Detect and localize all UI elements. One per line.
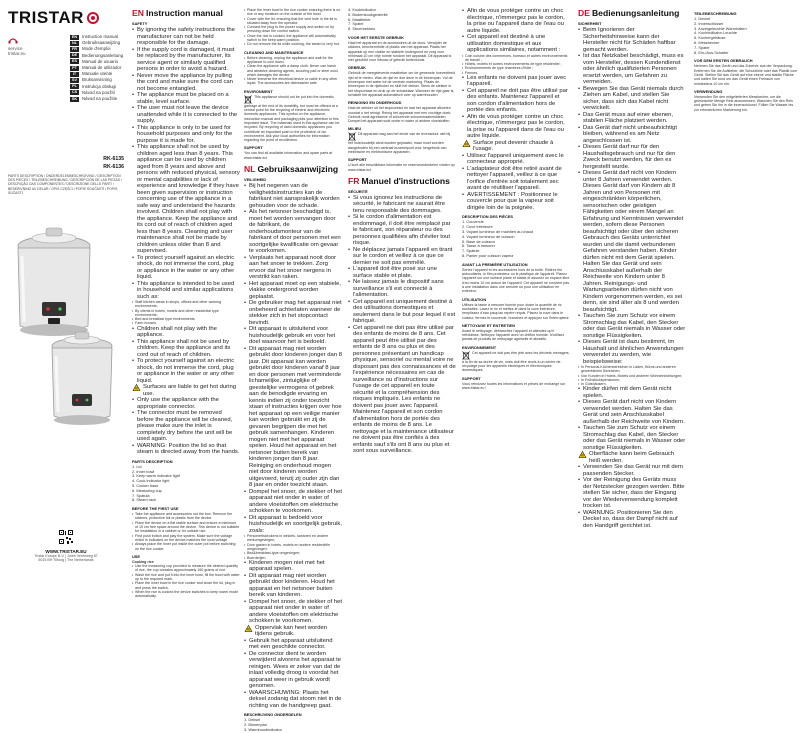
list-item: • Afin de vous protéger contre un choc électrique, n'immergez pas le cordon, la prise ou l'appareil dans de l'eau ou autre liquide. bbox=[462, 114, 570, 140]
parts-list bbox=[132, 465, 240, 503]
parts-list bbox=[244, 718, 342, 732]
list-item: • Beim Ignorieren der Sicherheitshinweise kann der Hersteller nicht für Schäden haftbar gemacht werden. bbox=[578, 27, 686, 53]
safety-heading: SICHERHEIT bbox=[578, 21, 602, 26]
language-code: IT bbox=[70, 72, 79, 77]
list-item: • Dieses Gerät darf nicht von Kindern verwendet werden. Halten Sie das Gerät und sein Anschlusskabel außerhalb der Reichweite von Kindern. bbox=[578, 399, 686, 425]
use-heading: UTILISATION bbox=[462, 296, 487, 302]
list-item: • Only use the appliance with the appropriate connector. bbox=[132, 397, 240, 410]
part-item: 3. Anzeigeleuchte Warmhalten bbox=[694, 25, 747, 31]
hot-surface-warning: Oppervlak kan heet worden tijdens gebruik. bbox=[244, 625, 342, 638]
list-item: • Als het netsnoer beschadigd is, moet het worden vervangen door de fabrikant, de onderhoudsmonteur van de fabrikant of door personen met een soortgelijke kwalificatie om gevaar te voorkomen. bbox=[244, 209, 342, 255]
parts-description-languages: PARTS DESCRIPTION / ONDERDELENBESCHRIJVING / DESCRIPTION DES PIÈCES / TEILEBESCHREIBUNG / DESCRIPCIÓN DE LAS PIEZAS / DESCRIÇÃO DAS COMPONENTES / DESCRIZIONE DELLE PARTI / BESKRIVNING AV DELAR / OPIS CZĘŚCI / POPIS SOUČÁSTÍ / POPIS SÚČASTÍ bbox=[8, 174, 122, 195]
list-item: • Cet appareil ne doit pas être utilisé par des enfants de moins de 8 ans. Cet appareil peut être utilisé par des enfants de 8 ans ou plus et des personnes présentant un handicap physique, sensoriel ou mental voire ne disposant pas des connaissances et de l'expérience nécessaires en cas de surveillance ou d'instructions sur l'usage de cet appareil en toute sécurité et la compréhension des risques impliqués. Les enfants ne doivent pas jouer avec l'appareil. Maintenez l'appareil et son cordon d'alimentation hors de portée des enfants de moins de 8 ans. Le nettoyage et la maintenance utilisateur ne doivent pas être confiés à des enfants sauf s'ils ont 8 ans ou plus et sont sous surveillance. bbox=[348, 325, 456, 455]
list-item: • Never immerse the electrical device or cable in any other liquid. The accessories are dishwasher safe. bbox=[244, 77, 342, 86]
brand-logo bbox=[8, 8, 124, 28]
part-item: 8. Panier pour cuisson vapeur bbox=[462, 253, 514, 259]
language-label: Mode d'emploi bbox=[82, 46, 111, 52]
section-heading-nl: NL Gebruiksaanwijzing bbox=[244, 164, 339, 175]
list-item: • The user must not leave the device unattended while it is connected to the supply. bbox=[132, 105, 240, 125]
language-label: Instrukcja obsługi bbox=[82, 83, 116, 89]
language-code: PT bbox=[70, 66, 79, 71]
list-item: • Bed and breakfast type environments. bbox=[132, 317, 240, 321]
website[interactable]: WWW.TRISTAR.EU bbox=[45, 548, 87, 554]
list-item: • Take the appliance and accessories out the box. Remove the stickers, protective foil or plastic from the device. bbox=[132, 512, 240, 521]
list-item: • To protect yourself against an electric shock, do not immerse the cord, plug or appliance in the water or any other liquid. bbox=[132, 255, 240, 281]
language-code: DE bbox=[71, 53, 78, 58]
language-list bbox=[70, 34, 124, 102]
list-item: • This appliance shall not be used by children aged less than 8 years. This appliance can be used by children aged from 8 years and above and persons with reduced physical, sensory or mental capabilities or lack of experience and knowledge if they have been given supervision or instruction concerning use of the appliance in a safe way and understand the hazards involved. Children shall not play with the appliance. Keep the appliance and its cord out of reach of children aged less than 8 years. Cleaning and user maintenance shall not be made by children unless older than 8 and supervised. bbox=[132, 144, 240, 255]
environment-text: Cet appareil ne doit pas être jeté avec les déchets ménagers à la fin de sa durée de vie, mais doit être remis à un centre de recyclage pour les appareils électriques et électroniques domestiques. bbox=[462, 350, 569, 373]
list-item: • Si le cordon d'alimentation est endommagé, il doit être remplacé par le fabricant, son réparateur ou des personnes qualifiées afin d'éviter tout risque. bbox=[348, 214, 456, 247]
dutch-column-2 bbox=[348, 8, 456, 568]
before-first-use-heading: AVANT LA PREMIÈRE UTILISATION bbox=[462, 261, 528, 267]
section-heading-de: DE Bedienungsanleitung bbox=[578, 8, 680, 18]
use-heading: VERWENDUNG bbox=[694, 88, 723, 94]
part-item: 1. Couvercle bbox=[462, 219, 484, 225]
list-item: • Ist das Netzkabel beschädigt, muss es vom Hersteller, dessen Kundendienst oder ähnlich qualifizierten Personen ersetzt werden, um Gefahren zu vermeiden. bbox=[578, 53, 686, 86]
rice-cooker-small bbox=[52, 332, 112, 425]
language-code: CS bbox=[71, 90, 78, 95]
list-item: • Kinder dürfen mit dem Gerät nicht spielen. bbox=[578, 386, 686, 399]
language-code: EN bbox=[71, 34, 78, 39]
list-item: • Kinderen mogen niet met het apparaat spelen. bbox=[244, 560, 342, 573]
cleaning-heading: REINIGING EN ONDERHOUD bbox=[348, 100, 402, 106]
list-item: • Use the measuring cup provided to measure the desired quantity of rice, the cup contains approximately 160 grams of rice. bbox=[132, 564, 240, 573]
safety-list-3 bbox=[244, 638, 342, 710]
weee-bin-icon bbox=[462, 351, 470, 360]
list-item: • Bij het negeren van de veiligheidsinstructies kan de fabrikant niet aansprakelijk worden gehouden voor de schade. bbox=[244, 183, 342, 209]
language-label: Návod na použití bbox=[82, 89, 115, 95]
before-first-use-heading: BEFORE THE FIRST USE bbox=[132, 506, 179, 512]
cleaning-text: Avant le nettoyage, débranchez l'appareil et attendez qu'il refroidisse. Nettoyez l'appareil avec un chiffon humide. N'utilisez jamais de produits de nettoyage agressifs et abrasifs. bbox=[462, 328, 565, 342]
cover-footer bbox=[8, 529, 124, 563]
rice-cooker-illustration bbox=[12, 176, 116, 466]
language-label: Manual de utilizador bbox=[82, 65, 122, 71]
language-label: Bruksanvisning bbox=[82, 77, 112, 83]
safety-list bbox=[244, 183, 342, 534]
list-item: • L'appareil doit être posé sur une surface stable et plate. bbox=[348, 266, 456, 279]
safety-list bbox=[348, 195, 456, 455]
part-item: 3. Keep warm indicator light bbox=[132, 473, 181, 479]
part-item: 8. Steam rack bbox=[132, 497, 157, 503]
list-item: • Cover with the lid, ensuring that the vent hole in the lid is situated away from the operator. bbox=[244, 17, 342, 26]
section-heading-en: EN Instruction manual bbox=[132, 8, 223, 18]
part-item: 5. Bodemkookgedeelte bbox=[348, 11, 388, 17]
list-item: • Staff kitchen areas in shops, offices and other working environments; bbox=[132, 300, 240, 309]
french-column-2 bbox=[462, 8, 570, 568]
list-item: • AVERTISSEMENT : Positionnez le couvercle pour que la vapeur soit dirigée loin de la poignée. bbox=[462, 192, 570, 212]
hot-surface-icon bbox=[578, 451, 587, 458]
applications-list bbox=[462, 54, 570, 75]
safety-list bbox=[132, 27, 240, 300]
support-text: U kunt alle beschikbare informatie en reserveonderdelen vinden op www.tristar.eu! bbox=[348, 163, 455, 172]
list-item: • WAARSCHUWING: Plaats het deksel zodanig dat stoom niet in de richting van de handgreep gaat. bbox=[244, 690, 342, 710]
part-item: 8. Ein-/Aus-Schalter bbox=[694, 49, 729, 55]
safety-list-2 bbox=[244, 560, 342, 625]
list-item: • Dieses Gerät ist dazu bestimmt, im Haushalt und ähnlichen Anwendungen verwendet zu werden, wie beispielsweise: bbox=[578, 339, 686, 365]
list-item: • Das Gerät darf nicht unbeaufsichtigt bleiben, während es am Netz angeschlossen ist. bbox=[578, 125, 686, 145]
parts-heading: DESCRIPTION DES PIÈCES bbox=[462, 214, 514, 220]
part-item: 7. Spatula bbox=[132, 492, 150, 498]
list-item: • Wash the rice and put it into the inner bowl, fill the bowl with water up to the required mark. bbox=[132, 573, 240, 582]
english-column-2 bbox=[244, 8, 343, 732]
part-item: 5. Kochergehäuse bbox=[694, 35, 726, 41]
applications-list bbox=[132, 300, 240, 326]
part-item: 6. Tasse à mesurer bbox=[462, 243, 496, 249]
parts-list-continued bbox=[348, 8, 456, 32]
service-block bbox=[8, 36, 26, 57]
list-item: • Tauchen Sie zum Schutz vor einem Stromschlag das Kabel, den Stecker oder das Gerät niemals in Wasser oder sonstige Flüssigkeiten. bbox=[578, 313, 686, 339]
model-number: RK-6136 bbox=[103, 164, 124, 170]
list-item: • Dompel het snoer, de stekker of het apparaat niet onder in water of andere vloeistoffen om elektrische schokken te voorkomen. bbox=[244, 599, 342, 625]
safety-heading: SAFETY bbox=[132, 21, 148, 26]
list-item: • De connector dient te worden verwijderd alvorens het apparaat te reinigen. Wees er zeker van dat de inlaat volledig droog is voordat het apparaat weer in gebruik wordt genomen. bbox=[244, 651, 342, 690]
before-first-use-heading: VOOR HET EERSTE GEBRUIK bbox=[348, 34, 404, 40]
support-text: Vous retrouvez toutes les informations et pièces de rechange sur www.tristar.eu ! bbox=[462, 381, 566, 390]
use-list bbox=[132, 564, 240, 598]
use-text: Verwenden Sie den mitgelieferten Messbecher, um die gewünschte Menge Reis abzumessen. Waschen Sie den Reis und geben Sie ihn in die Innenschüssel. Füllen Sie Wasser bis zur erforderlichen Markierung ein. bbox=[694, 94, 794, 112]
list-item: • WARNING: Position the lid so that steam is directed away from the hands. bbox=[132, 443, 240, 456]
list-item: • Vor der Reinigung des Geräts muss der Netzstecker gezogen werden. Bitte stellen Sie sicher, dass der Eingang vor der Wiederverwendung komplett trocken ist. bbox=[578, 477, 686, 510]
weee-bin-icon bbox=[348, 132, 356, 141]
part-item: 2. Innenschüssel bbox=[694, 20, 724, 26]
use-subheading: Cooking rice bbox=[132, 559, 154, 564]
list-item: • By clients in hotels, motels and other residential type environments; bbox=[132, 309, 240, 318]
list-item: • Dit apparaat is bedoeld voor huishoudelijk en soortgelijk gebruik, zoals: bbox=[244, 515, 342, 535]
use-list-continued bbox=[244, 8, 342, 47]
company-address: 5015 BH Tilburg | The Netherlands bbox=[38, 558, 94, 563]
applications-list bbox=[244, 534, 342, 560]
support-heading: SUPPORT bbox=[462, 375, 481, 381]
list-item: • Place the inner bowl in the rice cooker and close the lid, plug in and press the switch. bbox=[132, 581, 240, 590]
list-item: • Dompel het snoer, de stekker of het apparaat niet onder in water of andere vloeistoffen om elektrische schokken te voorkomen. bbox=[244, 489, 342, 515]
list-item: • Before cleaning, unplug the appliance and wait for the appliance to cool down. bbox=[244, 56, 342, 65]
brand-mark-icon bbox=[87, 12, 99, 24]
list-item: • Het apparaat moet op een stabiele, vlakke ondergrond worden geplaatst. bbox=[244, 281, 342, 301]
list-item: • De gebruiker mag het apparaat niet onbeheerd achterlaten wanneer de stekker zich in het stopcontact bevindt. bbox=[244, 300, 342, 326]
list-item: • If the supply cord is damaged, it must be replaced by the manufacturer, its service agent or similarly qualified persons in order to avoid a hazard. bbox=[132, 47, 240, 73]
support-heading: SUPPORT bbox=[244, 145, 263, 151]
list-item: • Utilisez l'appareil uniquement avec le connecteur approprié. bbox=[462, 153, 570, 166]
part-item: 3. Warmhoudindicator bbox=[244, 726, 282, 732]
list-item: • Farm houses. bbox=[132, 321, 240, 325]
part-item: 1. Deckel bbox=[694, 16, 711, 21]
list-item: • Verplaats het apparaat nooit door aan het snoer te trekken. Zorg ervoor dat het snoer nergens in verstrikt kan raken. bbox=[244, 255, 342, 281]
environment-text: Dit apparaat mag aan het einde van de levensduur niet bij het huishoudelijk afval worden geplaatst, maar moet worden aangeboden bij een centraal inzamelpunt voor hergebruik van elektrische en elektronische apparaten. bbox=[348, 132, 451, 155]
list-item: • First push button and play the system. Make sure the voltage which is indicated on the device matches the local voltage. bbox=[132, 534, 240, 543]
qr-code-icon bbox=[58, 529, 74, 545]
environment-heading: MILIEU bbox=[348, 126, 362, 132]
safety-list-2 bbox=[132, 326, 240, 385]
list-item: • In Gutshäusern. bbox=[578, 382, 686, 386]
hot-surface-icon bbox=[244, 625, 253, 632]
list-item: • Tauchen Sie zum Schutz vor einem Stromschlag das Kabel, den Stecker oder das Gerät niemals in Wasser oder sonstige Flüssigkeiten. bbox=[578, 425, 686, 451]
part-item: 7. Spatule bbox=[462, 248, 480, 254]
part-item: 4. Cook indicator light bbox=[132, 478, 170, 484]
list-item: • Bewegen Sie das Gerät niemals durch Ziehen am Kabel, und stellen Sie sicher, dass sich das Kabel nicht verwickelt. bbox=[578, 86, 686, 112]
hot-surface-warning: Surfaces are liable to get hot during use. bbox=[132, 384, 240, 397]
safety-list-3 bbox=[462, 153, 570, 212]
german-column-2 bbox=[694, 8, 798, 568]
support-text: You can find all available information and spare parts at www.tristar.eu! bbox=[244, 151, 333, 160]
list-item: • In Personal-Küchenbereichen in Läden, Büros und anderen gewerblichen Bereichen; bbox=[578, 365, 686, 374]
list-item: • Door gasten in hotels, motels en andere residentiële omgevingen; bbox=[244, 543, 342, 552]
list-item: • To protect yourself against an electric shock, do not immerse the cord, plug or appliance in the water or any other liquid. bbox=[132, 358, 240, 384]
list-item: • Ne laissez jamais le dispositif sans surveillance s'il est connecté à l'alimentation. bbox=[348, 279, 456, 299]
part-item: 4. Voyant lumineux de cuisson bbox=[462, 233, 515, 239]
safety-list-2 bbox=[462, 75, 570, 140]
list-item: • Cet appareil est destiné à une utilisation domestique et aux applications similaires, notamment : bbox=[462, 34, 570, 54]
before-first-use-heading: VOR DEM ERSTEN GEBRAUCH bbox=[694, 58, 753, 64]
part-item: 2. Cuve intérieure bbox=[462, 224, 493, 230]
german-column-1 bbox=[578, 8, 686, 568]
list-item: • Never move the appliance by pulling the cord and make sure the cord can not become entangled. bbox=[132, 73, 240, 93]
cover-page bbox=[8, 8, 124, 563]
part-item: 4. Kookindicator bbox=[348, 7, 376, 12]
list-item: • Von Kunden in Hotels, Motels und anderen Wohneinrichtungen; bbox=[578, 374, 686, 378]
safety-heading: SÉCURITÉ bbox=[348, 188, 368, 194]
model-number: RK-6135 bbox=[103, 156, 124, 162]
hot-surface-icon bbox=[462, 140, 471, 147]
list-item: • Dieses Gerät darf nur für den Haushaltsgebrauch und nur für den Zweck benutzt werden, für den es hergestellt wurde. bbox=[578, 144, 686, 170]
part-item: 3. Voyant lumineux de maintien au chaud bbox=[462, 229, 534, 235]
rice-cooker-large bbox=[18, 228, 90, 336]
cleaning-text: Haal de stekker uit het stopcontact en laat het apparaat afkoelen voordat u het reinigt. Reinig het apparaat met een vochtige doek. Gebruik nooit agressieve of schurende schoonmaakmiddelen. Dompel het apparaat nooit onder in water of andere vloeistoffen. bbox=[348, 106, 452, 124]
part-item: 1. Lid bbox=[132, 463, 142, 469]
environment-text: This appliance should not be put into the domestic garbage at the end of its durability, but must be offered at a central point for the recycling of electric and electronic domestic appliances. This symbol on the appliance, instruction manual and packaging puts your attention to this important issue. The materials used in this appliance can be recycled. By recycling of used domestic appliances you contribute an important push to the protection of our environment. Ask your local authorities for information regarding the point of recollection. bbox=[244, 94, 340, 143]
parts-heading: TEILEBESCHREIBUNG bbox=[694, 11, 737, 16]
part-item: 1. Deksel bbox=[244, 717, 261, 723]
applications-list bbox=[578, 365, 686, 386]
cleaning-list bbox=[244, 56, 342, 86]
list-item: • Boerderijen. bbox=[244, 556, 342, 560]
safety-heading: VEILIGHEID bbox=[244, 177, 267, 183]
part-item: 6. Maatbeker bbox=[348, 16, 371, 22]
language-label: Manual de usuario bbox=[82, 58, 119, 64]
use-text: Utilisez la tasse à mesurer fournie pour doser la quantité de riz souhaitée. Lavez le riz et mettez-le dans la cuve intérieure, remplissez d'eau jusqu'au repère requis. Placez la cuve dans le cuiseur, fermez le couvercle, branchez et appuyez sur l'interrupteur. bbox=[462, 302, 570, 320]
language-label: Bedienungsanleitung bbox=[82, 52, 124, 58]
list-item: • Environnements de type chambres d'hôte ; bbox=[462, 66, 570, 70]
parts-heading: PARTS DESCRIPTION bbox=[132, 458, 173, 464]
list-item: • Cet appareil est uniquement destiné à des utilisations domestiques et seulement dans le but pour lequel il est fabriqué. bbox=[348, 299, 456, 325]
language-label: Návod na použitie bbox=[82, 96, 118, 102]
cleaning-heading: NETTOYAGE ET ENTRETIEN bbox=[462, 322, 515, 328]
english-column-1 bbox=[132, 8, 240, 599]
part-item: 2. Inner bowl bbox=[132, 468, 155, 474]
service-website: tristar.eu bbox=[8, 51, 26, 56]
list-item: • Si vous ignorez les instructions de sécurité, le fabricant ne saurait être tenu responsable des dommages. bbox=[348, 195, 456, 215]
safety-list-2 bbox=[578, 386, 686, 451]
before-first-use-list bbox=[132, 512, 240, 551]
hot-surface-icon bbox=[132, 384, 141, 391]
cleaning-heading: CLEANING AND MAINTENANCE bbox=[244, 49, 304, 55]
use-heading: USE bbox=[132, 553, 140, 559]
list-item: • Hôtels, motels et autres environnements de type résidentiel ; bbox=[462, 62, 570, 66]
list-item: • The connector must be removed before the appliance will be cleaned, please make sure the inlet is completely dry before the unit will be used again. bbox=[132, 410, 240, 443]
language-code: SK bbox=[71, 96, 78, 101]
list-item: • Fermes. bbox=[462, 71, 570, 75]
company-address: Tristar Europe B.V. | Jules Verneweg 87 bbox=[34, 553, 98, 558]
list-item: • This appliance is only to be used for household purposes and only for the purpose it is made for. bbox=[132, 125, 240, 145]
part-item: 2. Binnenpan bbox=[244, 722, 267, 728]
brand-name: TRISTAR bbox=[8, 8, 84, 27]
list-item: • Do not remove the lid while cooking, the steam is very hot. bbox=[244, 42, 342, 46]
section-heading-fr: FR Manuel d'instructions bbox=[348, 175, 450, 186]
part-item: 7. Spatel bbox=[348, 21, 364, 27]
list-item: • When the rice is cooked the device switches to keep warm mode automatically. bbox=[132, 590, 240, 599]
part-item: 6. Messbecher bbox=[694, 39, 720, 45]
list-item: • Dit apparaat mag niet worden gebruikt door kinderen. Houd het apparaat en het netsnoer buiten bereik van kinderen. bbox=[244, 573, 342, 599]
list-item: • Cet appareil ne doit pas être utilisé par des enfants. Maintenez l'appareil et son cordon d'alimentation hors de portée des enfants. bbox=[462, 88, 570, 114]
parts-list bbox=[462, 220, 570, 258]
language-code: PL bbox=[70, 84, 79, 89]
environment-heading: ENVIRONNEMENT bbox=[462, 344, 497, 350]
language-label: Manuale utente bbox=[82, 71, 113, 77]
use-heading: GEBRUIK bbox=[348, 65, 366, 71]
safety-list-3 bbox=[578, 464, 686, 529]
list-item: • Gebruik het apparaat uitsluitend met een geschikte connector. bbox=[244, 638, 342, 651]
language-code: SV bbox=[71, 78, 78, 83]
language-label: Instruction manual bbox=[82, 34, 118, 39]
list-item: • L'adaptateur doit être retiré avant de nettoyer l'appareil, veillez à ce que l'orifice d'entrée soit totalement sec avant de réutiliser l'appareil. bbox=[462, 166, 570, 192]
hot-surface-warning: Oberfläche kann beim Gebrauch heiß werden. bbox=[578, 451, 686, 464]
before-first-use-text: Nehmen Sie das Gerät und das Zubehör aus der Verpackung. Entfernen Sie die Aufkleber, die Schutzfolie oder das Plastik vom Gerät. Stellen Sie das Gerät auf eine ebene und stabile Fläche und halten Sie rund um das Gerät einen Freiraum von mindestens 10 cm ein. bbox=[694, 64, 798, 86]
list-item: • Connect the plug to the power supply and switch on by pressing down the control switch. bbox=[244, 25, 342, 34]
part-item: 5. Cooker base bbox=[132, 482, 159, 488]
parts-heading: BESCHRIJVING ONDERDELEN bbox=[244, 712, 302, 718]
language-code: ES bbox=[71, 59, 78, 64]
before-first-use-text: Haal het apparaat en de accessoires uit de doos. Verwijder de stickers, beschermfolie of plastic van het apparaat. Plaats het apparaat op een vlakke en stabiele ondergrond en zorg voor minimaal 10 cm vrije ruimte rondom het apparaat. Dit apparaat is niet geschikt voor inbouw of gebruik buitenshuis. bbox=[348, 40, 452, 63]
part-item: 6. Measuring cup bbox=[132, 487, 162, 493]
list-item: • Place the device on a flat stable surface and ensure a minimum of 10 cm free space around the device. This device is not suitable for installation in a cabinet or for outside use. bbox=[132, 521, 240, 534]
list-item: • Les enfants ne doivent pas jouer avec l'appareil. bbox=[462, 75, 570, 88]
service-label: service bbox=[8, 45, 23, 51]
part-item: 8. Stoomrekken bbox=[348, 26, 376, 32]
list-item: • Clean the appliance with a damp cloth. Never use harsh and abrasive cleaning agents, scouring pad or steel wool, which damages the device. bbox=[244, 64, 342, 77]
list-item: • Children shall not play with the appliance. bbox=[132, 326, 240, 339]
list-item: • WARNUNG: Positionieren Sie den Deckel so, dass der Dampf nicht auf den Handgriff gerichtet ist. bbox=[578, 510, 686, 530]
list-item: • Dieses Gerät darf nicht von Kindern unter 8 Jahren verwendet werden. Dieses Gerät darf von Kindern ab 8 Jahren und von Personen mit eingeschränkten körperlichen, sensorischen oder geistigen Fähigkeiten oder einem Mangel an Erfahrung und Kenntnissen verwendet werden, sofern diese Personen beaufsichtigt oder über den sicheren Gebrauch des Geräts unterrichtet wurden und die damit verbundenen Gefahren verstanden haben. Kinder dürfen nicht mit dem Gerät spielen. Halten Sie das Gerät und sein Anschlusskabel außerhalb der Reichweite von Kindern unter 8 Jahren. Reinigungs- und Wartungsarbeiten dürfen nicht von Kindern vorgenommen werden, es sei denn, sie sind älter als 8 und werden beaufsichtigt. bbox=[578, 170, 686, 313]
list-item: • Das Gerät muss auf einer ebenen, stabilen Fläche platziert werden. bbox=[578, 112, 686, 125]
support-heading: SUPPORT bbox=[348, 157, 367, 163]
environment-heading: ENVIRONMENT bbox=[244, 88, 273, 94]
safety-list bbox=[578, 27, 686, 365]
language-item bbox=[70, 96, 124, 102]
list-item: • Bed&breakfast-type omgevingen; bbox=[244, 551, 342, 555]
service-icon bbox=[8, 36, 18, 44]
before-first-use-text: Sortez l'appareil et les accessoires hors de la boîte. Retirez les autocollants, le film protecteur ou le plastique de l'appareil. Placez l'appareil sur une surface plane et stable et assurez un espace libre d'au moins 10 cm autour de l'appareil. Cet appareil ne convient pas à une installation dans une armoire ou pour une utilisation en extérieur. bbox=[462, 267, 570, 294]
list-item: • Verwenden Sie das Gerät nur mit dem passenden Stecker. bbox=[578, 464, 686, 477]
part-item: 4. Kochindikator-Leuchte bbox=[694, 30, 738, 36]
list-item: • Afin de vous protéger contre un choc électrique, n'immergez pas le cordon, la prise ou l'appareil dans de l'eau ou autre liquide. bbox=[462, 8, 570, 34]
list-item: • Once the rice is cooked, the appliance will automatically switch to the keep warm position. bbox=[244, 34, 342, 43]
list-item: • In Frühstückspensionen; bbox=[578, 378, 686, 382]
list-item: • Personeelskeukens in winkels, kantoren en andere werkomgevingen; bbox=[244, 534, 342, 543]
list-item: • By ignoring the safety instructions the manufacturer can not be held responsible for the damage. bbox=[132, 27, 240, 47]
hot-surface-warning: Surface peut devenir chaude à l'usage. bbox=[462, 140, 570, 153]
list-item: • The appliance must be placed on a stable, level surface. bbox=[132, 92, 240, 105]
list-item: • Ne déplacez jamais l'appareil en tirant sur le cordon et veillez à ce que ce dernier ne soit pas emmêlé. bbox=[348, 247, 456, 267]
use-text: Gebruik de meegeleverde maatbeker om de gewenste hoeveelheid rijst af te meten. Was de rijst en doe deze in de binnenpan. Vul de binnenpan met water tot de vereiste markering. Plaats de binnenpan in de rijstkoker en sluit het deksel. Steek de stekker in het stopcontact en druk op de schakelaar. Wanneer de rijst gaar is, schakelt het apparaat automatisch over op warmhouden. bbox=[348, 71, 456, 97]
weee-bin-icon bbox=[244, 95, 252, 104]
part-item: 5. Base de cuisson bbox=[462, 238, 495, 244]
safety-list-3 bbox=[132, 397, 240, 456]
language-code: FR bbox=[71, 47, 78, 51]
list-item: • Always place the inner pot inside the outer pot before switching on the rice cooker. bbox=[132, 542, 240, 551]
list-item: • Dit apparaat mag niet worden gebruikt door kinderen jonger dan 8 jaar. Dit apparaat kan worden gebruikt door kinderen vanaf 8 jaar en door personen met verminderde lichamelijke, zintuiglijke of geestelijke vermogens of gebrek aan de benodigde ervaring en kennis indien zij onder toezicht staan of instructies krijgen over hoe het apparaat op een veilige manier kan worden gebruikt en zij de gevaren begrijpen die met het gebruik samenhangen. Kinderen mogen niet met het apparaat spelen. Houd het apparaat en het netsnoer buiten bereik van kinderen jonger dan 8 jaar. Reiniging en onderhoud mogen niet door kinderen worden uitgevoerd, tenzij zij ouder zijn dan 8 jaar en onder toezicht staan. bbox=[244, 346, 342, 489]
list-item: • This appliance shall not be used by children. Keep the appliance and its cord out of reach of children. bbox=[132, 339, 240, 359]
part-item: 7. Spatel bbox=[694, 44, 710, 50]
list-item: • This appliance is intended to be used in household and similar applications such as: bbox=[132, 281, 240, 301]
language-code: NL bbox=[71, 40, 78, 45]
parts-list bbox=[694, 17, 798, 55]
list-item: • Place the inner bowl in the rice cooker ensuring there is no rice or any moisture on the outside of the bowl. bbox=[244, 8, 342, 17]
list-item: • Coin cuisine des commerces, bureaux et autres environnements de travail ; bbox=[462, 54, 570, 63]
list-item: • Dit apparaat is uitsluitend voor huishoudelijk gebruik en voor het doel waarvoor het is bedoeld. bbox=[244, 326, 342, 346]
safety-list bbox=[462, 8, 570, 54]
language-label: Gebruiksaanwijzing bbox=[82, 40, 121, 46]
